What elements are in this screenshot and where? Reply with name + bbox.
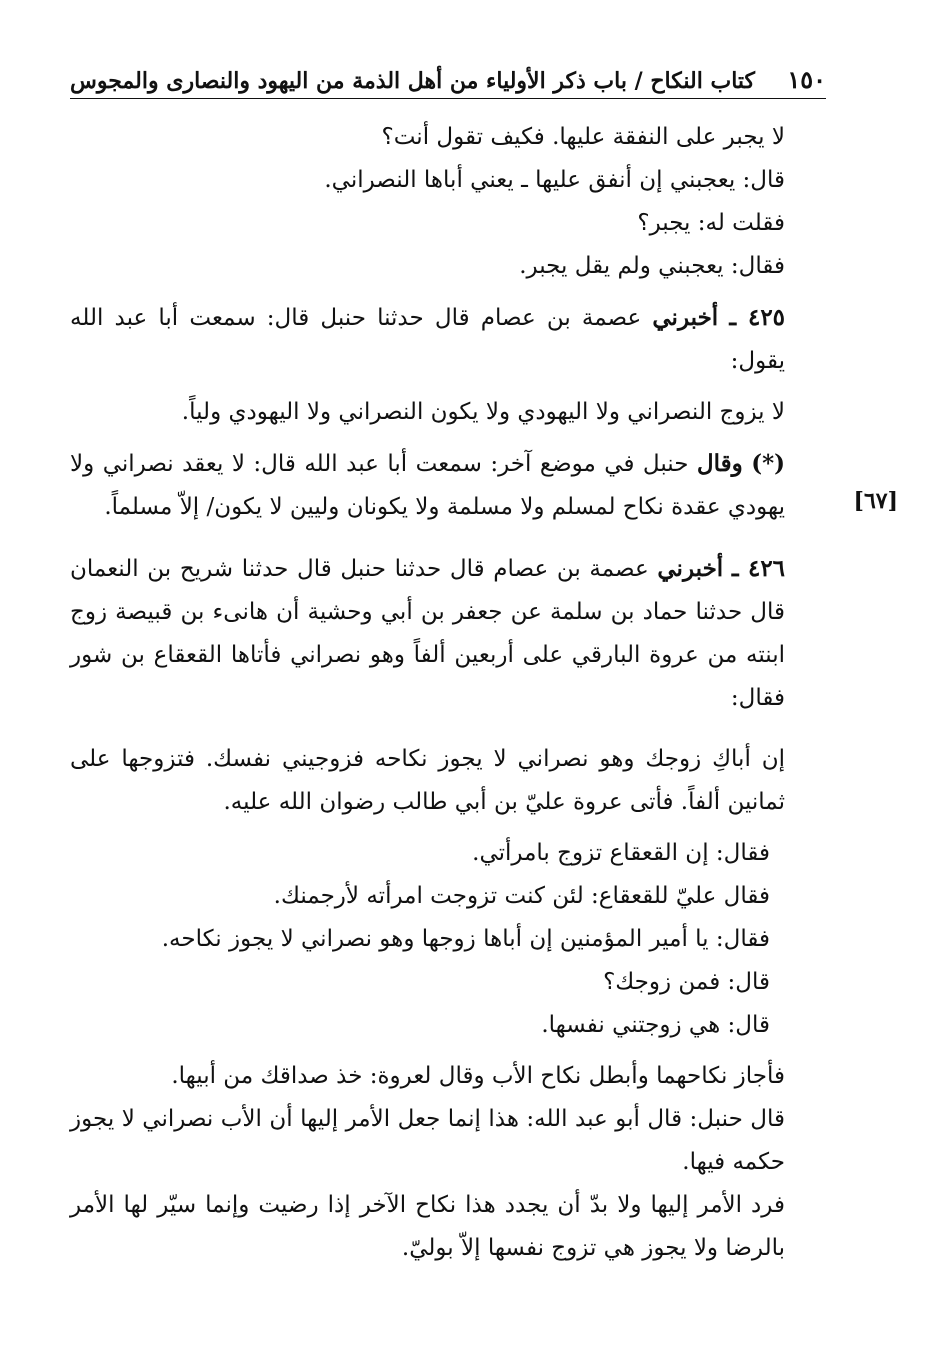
quote-paragraph: إن أباكِ زوجك وهو نصراني لا يجوز نكاحه فزوجيني نفسك. فتزوجها على ثمانين ألفاً. فأتى عروة عليّ بن أبي طالب رضوان الله عليه. <box>70 746 785 815</box>
header-title: كتاب النكاح / باب ذكر الأولياء من أهل الذمة من اليهود والنصارى والمجوس <box>70 68 756 94</box>
dialogue-line: قال: فمن زوجك؟ <box>603 969 770 995</box>
report-text: عصمة بن عصام قال حدثنا حنبل قال: سمعت أبا عبد الله يقول: <box>70 305 785 374</box>
report-keyword: أخبرني <box>657 555 724 582</box>
text-line: فأجاز نكاحهما وأبطل نكاح الأب وقال لعروة: خذ صداقك من أبيها. <box>171 1063 785 1089</box>
page-number: ١٥٠ <box>787 65 826 94</box>
dialogue-line: فقال: إن القعقاع تزوج بامرأتي. <box>472 840 770 866</box>
text-paragraph: فرد الأمر إليها ولا بدّ أن يجدد هذا نكاح الآخر إذا رضيت وإنما سيّر لها الأمر بالرضا ولا يجوز هي تزوج نفسها إلاّ بوليّ. <box>70 1192 785 1261</box>
note-paragraph <box>70 442 830 529</box>
report-text: عصمة بن عصام قال حدثنا حنبل قال حدثنا شريح بن النعمان قال حدثنا حماد بن سلمة عن جعفر بن أبي وحشية أن هانىء بن قبيصة زوج ابنته من عروة البارقي على أربعين ألفاً وهو نصراني فأتاها القعقاع بن شور فقال: <box>70 556 785 711</box>
margin-reference: [٦٧] <box>853 488 898 514</box>
quote-line: لا يزوج النصراني ولا اليهودي ولا يكون النصراني ولا اليهودي ولياً. <box>181 399 785 425</box>
report-keyword: أخبرني <box>652 304 719 331</box>
running-header <box>70 58 826 99</box>
dialogue-line: فقال عليّ للقعقاع: لئن كنت تزوجت امرأته لأرجمنك. <box>273 883 770 909</box>
dialogue-line: قال: هي زوجتني نفسها. <box>541 1012 770 1038</box>
report-number: ٤٢٥ ـ <box>729 304 786 331</box>
dialogue-line: فقال: يا أمير المؤمنين إن أباها زوجها وهو نصراني لا يجوز نكاحه. <box>161 926 770 952</box>
text-line: فقال: يعجبني ولم يقل يجبر. <box>519 253 785 279</box>
report-426 <box>70 547 830 720</box>
report-number: ٤٢٦ ـ <box>731 555 786 582</box>
page-body <box>70 116 830 1270</box>
note-text: حنبل في موضع آخر: سمعت أبا عبد الله قال: لا يعقد نصراني ولا يهودي عقدة نكاح لمسلم ولا مسلمة ولا يكونان وليين لا يكون/ إلاّ مسلماً. <box>70 451 785 520</box>
report-425 <box>70 296 830 383</box>
text-paragraph: قال حنبل: قال أبو عبد الله: هذا إنما جعل الأمر إليها أن الأب نصراني لا يجوز حكمه فيها. <box>70 1106 785 1175</box>
text-line: قال: يعجبني إن أنفق عليها ـ يعني أباها النصراني. <box>324 167 785 193</box>
star-mark: (*) <box>751 450 785 477</box>
text-line: لا يجبر على النفقة عليها. فكيف تقول أنت؟ <box>381 124 785 150</box>
note-keyword: وقال <box>696 450 743 477</box>
text-line: فقلت له: يجبر؟ <box>637 210 785 236</box>
